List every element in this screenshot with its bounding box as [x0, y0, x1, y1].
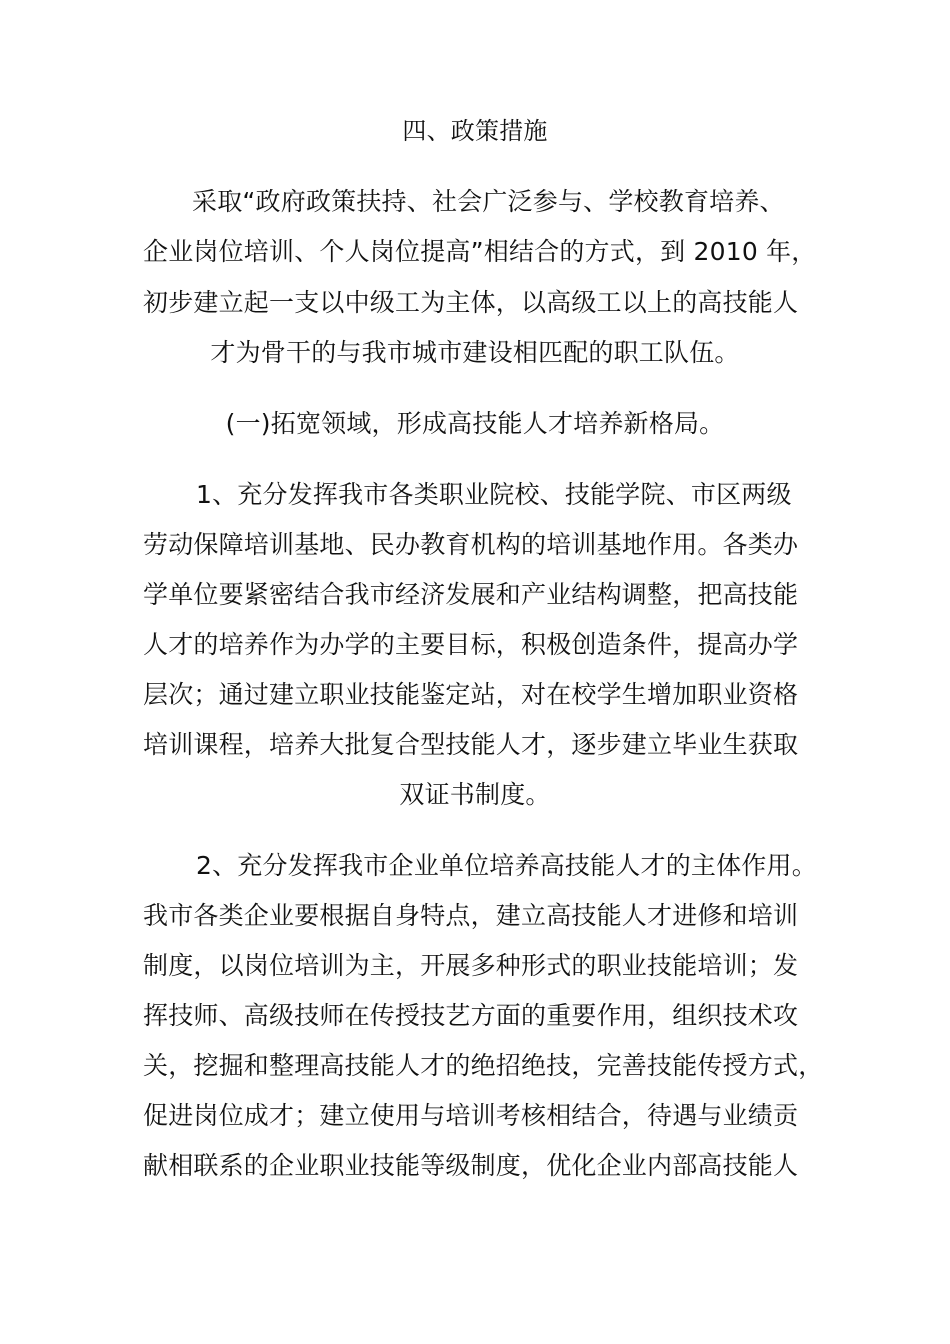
- item-1-line-6: 培训课程，培养大批复合型技能人才，逐步建立毕业生获取: [143, 730, 799, 759]
- item-2-line-7: 献相联系的企业职业技能等级制度，优化企业内部高技能人: [143, 1151, 799, 1180]
- item-1-line-4: 人才的培养作为办学的主要目标，积极创造条件，提高办学: [143, 630, 799, 659]
- subheading-1: (一)拓宽领域，形成高技能人才培养新格局。: [225, 409, 725, 438]
- intro-line-2: 企业岗位培训、个人岗位提高”相结合的方式，到 2010 年，: [143, 237, 817, 266]
- item-1-line-5: 层次；通过建立职业技能鉴定站，对在校学生增加职业资格: [143, 680, 799, 709]
- item-1-line-2: 劳动保障培训基地、民办教育机构的培训基地作用。各类办: [143, 530, 799, 559]
- intro-line-4: 才为骨干的与我市城市建设相匹配的职工队伍。: [210, 338, 740, 367]
- section-title: 四、政策措施: [402, 117, 548, 145]
- item-2-line-4: 挥技师、高级技师在传授技艺方面的重要作用，组织技术攻: [143, 1001, 799, 1030]
- intro-line-3: 初步建立起一支以中级工为主体，以高级工以上的高技能人: [143, 288, 799, 317]
- item-2-line-1: 2、充分发挥我市企业单位培养高技能人才的主体作用。: [196, 851, 817, 880]
- item-1-line-3: 学单位要紧密结合我市经济发展和产业结构调整，把高技能: [143, 580, 799, 609]
- item-2-line-3: 制度，以岗位培训为主，开展多种形式的职业技能培训；发: [143, 951, 799, 980]
- item-2-line-2: 我市各类企业要根据自身特点，建立高技能人才进修和培训: [143, 901, 799, 930]
- intro-line-1: 采取“政府政策扶持、社会广泛参与、学校教育培养、: [192, 187, 785, 216]
- item-1-line-7: 双证书制度。: [399, 780, 551, 809]
- item-2-line-6: 促进岗位成才；建立使用与培训考核相结合，待遇与业绩贡: [143, 1101, 799, 1130]
- item-1-line-1: 1、充分发挥我市各类职业院校、技能学院、市区两级: [196, 480, 792, 509]
- item-2-line-5: 关，挖掘和整理高技能人才的绝招绝技，完善技能传授方式，: [143, 1051, 824, 1080]
